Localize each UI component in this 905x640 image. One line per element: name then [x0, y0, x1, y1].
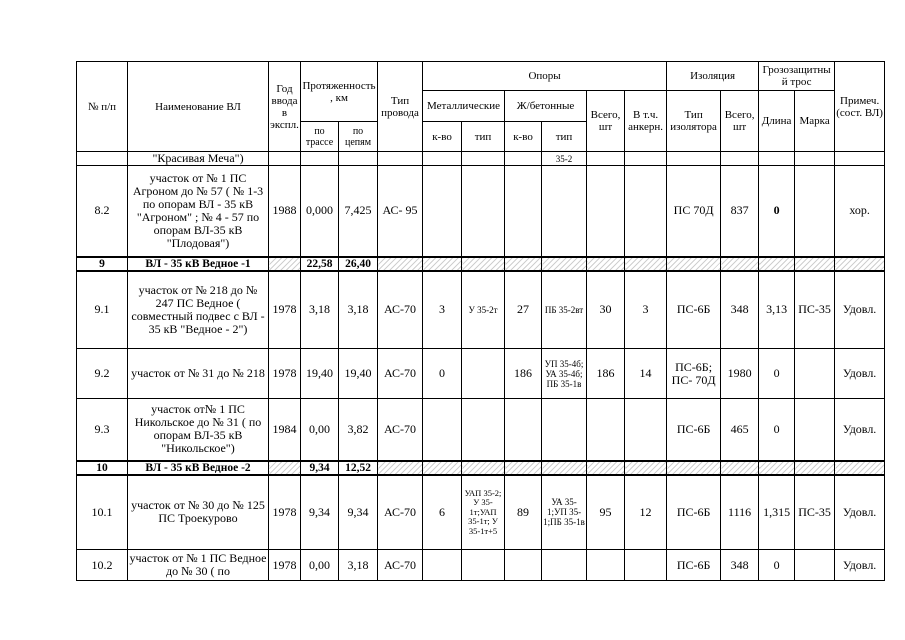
- row-insulator-total: 465: [721, 399, 759, 461]
- row-metal-type: У 35-2т: [462, 271, 505, 349]
- row-concrete-type: УА 35-1;УП 35-1;ПБ 35-1в: [542, 475, 587, 550]
- header-wire-type: Тип провода: [378, 62, 423, 152]
- table-row: [77, 399, 885, 461]
- row-wire: АС-70: [378, 475, 423, 550]
- table-row: [77, 475, 885, 550]
- row-ground-length: 0: [759, 166, 795, 257]
- header-metal-type: тип: [462, 122, 505, 152]
- section-row: [77, 257, 885, 271]
- section-length-route: 9,34: [301, 461, 339, 475]
- header-supports: Опоры: [423, 62, 667, 91]
- row-insulator-total: 1116: [721, 475, 759, 550]
- header-metal-qty: к-во: [423, 122, 462, 152]
- header-total-pcs: Всего, шт: [587, 91, 625, 152]
- row-length-circuits: 3,82: [339, 399, 378, 461]
- row-length-route: 19,40: [301, 349, 339, 399]
- row-ground-length: 1,315: [759, 475, 795, 550]
- row-concrete-type: УП 35-4б; УА 35-4б; ПБ 35-1в: [542, 349, 587, 399]
- section-name: ВЛ - 35 кВ Ведное -1: [128, 257, 269, 271]
- row-concrete-qty: 186: [505, 349, 542, 399]
- row-length-route: 3,18: [301, 271, 339, 349]
- header-ground-length: Длина: [759, 91, 795, 152]
- section-length-route: 22,58: [301, 257, 339, 271]
- row-year: 1984: [269, 399, 301, 461]
- row-note: Удовл.: [835, 399, 885, 461]
- table-row: [77, 271, 885, 349]
- row-year: 1978: [269, 349, 301, 399]
- row-anchor: 3: [625, 271, 667, 349]
- row-metal-qty: 0: [423, 349, 462, 399]
- row-num: 10.1: [77, 475, 128, 550]
- table-row: [77, 550, 885, 581]
- header-concrete: Ж/бетонные: [505, 91, 587, 122]
- row-metal-qty: 3: [423, 271, 462, 349]
- header-concrete-qty: к-во: [505, 122, 542, 152]
- header-name: Наименование ВЛ: [128, 62, 269, 152]
- row-concrete-type: ПБ 35-2вт: [542, 271, 587, 349]
- row-num: 8.2: [77, 166, 128, 257]
- row-year: 1978: [269, 550, 301, 581]
- row-insulator-total: 837: [721, 166, 759, 257]
- row-metal-qty: 6: [423, 475, 462, 550]
- table-row: [77, 152, 885, 166]
- row-name: участок от № 31 до № 218: [128, 349, 269, 399]
- row-ground-brand: ПС-35: [795, 475, 835, 550]
- row-anchor: 14: [625, 349, 667, 399]
- row-length-circuits: 19,40: [339, 349, 378, 399]
- row-concrete-type: 35-2: [542, 152, 587, 166]
- row-wire: АС-70: [378, 271, 423, 349]
- row-note: Удовл.: [835, 550, 885, 581]
- row-year: 1988: [269, 166, 301, 257]
- table-row: [77, 166, 885, 257]
- row-concrete-qty: 89: [505, 475, 542, 550]
- row-length-circuits: 3,18: [339, 271, 378, 349]
- section-length-circuits: 26,40: [339, 257, 378, 271]
- row-insulator-type: ПС-6Б: [667, 550, 721, 581]
- row-note: Удовл.: [835, 349, 885, 399]
- header-ground-brand: Марка: [795, 91, 835, 152]
- header-note: Примеч. (сост. ВЛ): [835, 62, 885, 152]
- row-name: участок от № 1 ПС Агроном до № 57 ( № 1-3 по опорам ВЛ - 35 кВ "Агроном" ; № 4 - 57 по опорам ВЛ-35 кВ "Плодовая"): [128, 166, 269, 257]
- row-name: участок от № 30 до № 125 ПС Троекурово: [128, 475, 269, 550]
- row-num: 9.1: [77, 271, 128, 349]
- section-name: ВЛ - 35 кВ Ведное -2: [128, 461, 269, 475]
- row-insulator-total: 348: [721, 271, 759, 349]
- header-concrete-type: тип: [542, 122, 587, 152]
- row-total: 30: [587, 271, 625, 349]
- row-num: 9.2: [77, 349, 128, 399]
- header-insulator-type: Тип изолятора: [667, 91, 721, 152]
- section-length-circuits: 12,52: [339, 461, 378, 475]
- row-num: 10.2: [77, 550, 128, 581]
- header-length-route: по трассе: [301, 122, 339, 152]
- row-year: 1978: [269, 475, 301, 550]
- row-metal-type: УАП 35-2; У 35-1т;УАП 35-1т; У 35-1т+5: [462, 475, 505, 550]
- row-note: хор.: [835, 166, 885, 257]
- header-insulation-total: Всего, шт: [721, 91, 759, 152]
- row-concrete-qty: 27: [505, 271, 542, 349]
- section-num: 10: [77, 461, 128, 475]
- row-length-route: 0,00: [301, 399, 339, 461]
- header-length-circuits: по цепям: [339, 122, 378, 152]
- row-wire: АС-70: [378, 399, 423, 461]
- row-ground-brand: ПС-35: [795, 271, 835, 349]
- header-insulation: Изоляция: [667, 62, 759, 91]
- row-wire: АС- 95: [378, 166, 423, 257]
- row-length-route: 0,000: [301, 166, 339, 257]
- row-length-circuits: 9,34: [339, 475, 378, 550]
- header-ground-wire: Грозозащитный трос: [759, 62, 835, 91]
- row-note: Удовл.: [835, 475, 885, 550]
- row-num: 9.3: [77, 399, 128, 461]
- vl-table: [76, 61, 885, 581]
- row-insulator-type: ПС-6Б: [667, 475, 721, 550]
- section-row: [77, 461, 885, 475]
- row-length-circuits: 7,425: [339, 166, 378, 257]
- row-name: участок от № 1 ПС Ведное до № 30 ( по: [128, 550, 269, 581]
- header-incl-anchor: В т.ч. анкерн.: [625, 91, 667, 152]
- row-name: "Красивая Меча"): [128, 152, 269, 166]
- row-length-route: 9,34: [301, 475, 339, 550]
- row-name: участок от № 218 до № 247 ПС Ведное ( совместный подвес с ВЛ - 35 кВ "Ведное - 2"): [128, 271, 269, 349]
- row-year: 1978: [269, 271, 301, 349]
- row-total: 95: [587, 475, 625, 550]
- row-total: 186: [587, 349, 625, 399]
- row-wire: АС-70: [378, 349, 423, 399]
- header-metal: Металлические: [423, 91, 505, 122]
- header-length: Протяженность, км: [301, 62, 378, 122]
- row-length-circuits: 3,18: [339, 550, 378, 581]
- row-ground-length: 3,13: [759, 271, 795, 349]
- row-ground-length: 0: [759, 550, 795, 581]
- row-insulator-type: ПС-6Б; ПС- 70Д: [667, 349, 721, 399]
- row-anchor: 12: [625, 475, 667, 550]
- row-insulator-total: 348: [721, 550, 759, 581]
- row-ground-length: 0: [759, 349, 795, 399]
- row-insulator-type: ПС-6Б: [667, 399, 721, 461]
- header-num: № п/п: [77, 62, 128, 152]
- row-insulator-type: ПС-6Б: [667, 271, 721, 349]
- row-name: участок от№ 1 ПС Никольское до № 31 ( по опорам ВЛ-35 кВ "Никольское"): [128, 399, 269, 461]
- row-insulator-type: ПС 70Д: [667, 166, 721, 257]
- row-insulator-total: 1980: [721, 349, 759, 399]
- row-wire: АС-70: [378, 550, 423, 581]
- table-row: [77, 349, 885, 399]
- section-num: 9: [77, 257, 128, 271]
- row-note: Удовл.: [835, 271, 885, 349]
- row-length-route: 0,00: [301, 550, 339, 581]
- row-ground-length: 0: [759, 399, 795, 461]
- header-year: Год ввода в экспл.: [269, 62, 301, 152]
